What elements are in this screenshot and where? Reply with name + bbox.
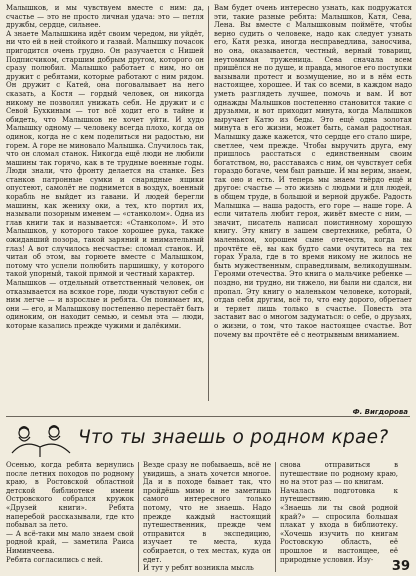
section-column-3: снова отправиться в путешествие по родному краю, но на этот раз — по книгам. Началась подготовка к путешествию. «Знаешь ли ты свой родной край?» — спросила большая плакат у входа в библиотеку. «Хочешь изучить по книгам Ростовскую область, её прошлое и настоящее, её природные условия. Изу- <box>280 461 398 564</box>
section-column-1: Осенью, когда ребята вернулись после летних походов по родному краю, в Ростовской областной детской библиотеке имени Островского собрался кружок «Друзей книги». Ребята наперебой рассказывали, где кто побывал за лето. — А всё-таки мы мало знаем свой родной край, — заметила Раиса Ниминчеева. Ребята согласились с ней. <box>6 461 134 564</box>
section-column-2: Везде сразу не побываешь, всё не увидишь, а знать хочется многое. Да и в походе бывает так, что пройдёшь мимо и не заметишь самого интересного только потому, что не знаешь. Надо прежде каждый настоящий путешественник, прежде чем отправится в экспедицию, изучает те места, куда собирается, о тех местах, куда он едет. И тут у ребят возникла мысль <box>143 461 271 573</box>
reading-children-illustration <box>10 423 72 463</box>
article-column-1: Малышков, и мы чувствуем вместе с ним: да, счастье — это не просто личная удача: это — петля дружбы, сердце, сильнее. А знаете Малышкина идёт своим чередом, ни уйдёт, ни что ей в ней стойкого и газвай. Малышку почасок пригодится очень грудно. Он разучается с Нишей Подписчиком, старшим добрым другом, которого он сразу полюбил. Малышко работает с ним, но он дружит с ребятами, которые работают с ним рядом. Он дружит с Катей, она поговалывает на него сказать, а Костя — гордый человек, он никогда никому не позволял унижать себя. Не дружит и с Севой Бухкиным — тот всё ходит его в тайне и обидеть, что Малышков не хочет уйти. И худо Малышку одному — человеку всегда плохо, когда он одинок, когда не с кем поделиться ни радостью, ни горем. А горе не миновало Малышка. Случилось так, что он сломал станок. Никогда ещё люди не любили машины так горячо, как в те трудные военные годы. Люди знали, что фронту делается на станке. Без станков патронные сумки и снарядные ящики опустеют, самолёт не поднимется в воздух, военный корабль не выйдет из гавани. И людей берегли машины, как жениху оки, а тех, кто портил их, называли позорным именем — «станколом». Одна из глав книги так и называется: «Станколом». И это Малышков, у которого такое хорошее рука, также ожидавший позора, такой заряний и внимательный глаз! А вот случилось несчастье: сломал станок. И, читая об этом, вы горюете вместе с Малышком, потому что успели полюбить паршишку, у которого такой упорный, такой прямой и честный характер. Малышков — отдельный ответственный человек, он отказывается на всякое горе, люди чувствуют себя с ним легче — и взрослые и ребята. Он понимает их, они — его, и Малышкову постепенно перестаёт быть одиноким, он находит семью, и семья эта — люди, которые казались прежде чужими и далёкими. <box>6 4 204 330</box>
author-signature: Ф. Вигдорова <box>352 408 408 416</box>
section-title: Что ты знаешь о родном крае? <box>78 427 389 448</box>
column-divider <box>275 462 276 572</box>
column-divider <box>208 6 209 401</box>
section-header <box>6 416 410 461</box>
column-divider <box>138 462 139 572</box>
page-number: 39 <box>391 559 410 574</box>
article-column-2: Вам будет очень интересно узнать, как подружатся эти, такие разные ребята: Малышков, Катя, Сева, Лена. Вы вместе с Малышковым поймёте, чтобы верно судить о человеке, надо как следует узнать его, Катя резка, иногда несправедлива, заносчива, но она, оказывается, честный, верный товарищ, неутомимая труженица. Сева сначала всем пришёлся не по душе, и правда, многое его поступки вызывали протест и возмущение, но и в нём есть настоящее, хорошее. И так со всеми, в каждом надо уметь разглядеть лучшее, помочь и вам. И вот однажды Малышков постепенно становится такие с друзьями, и вот приходит минута, когда Малышков выручает Катю из беды. Это ещё одна золотая минута в его жизни, может быть, самая радостная. Малышку даже кажется, что сердце его стало шире, светлее, чем прежде. Чтобы выручить друга, ему пришлось расстаться с единственным своим богатством, но, расставаясь с ним, он чувствует себя гораздо богаче, чем был раньше. И мы верим, знаем, так оно и есть. И теперь мы знаем твёрдо ещё и другое: счастье — это жизнь с людьми и для людей, в общем труде, в большой и верной дружбе. Радость Малышка — наша радость, его горе — наше горе. А если читатель любит героя, живёт вместе с ним, — значит, писатель написал поистинному хорошую книгу. Эту книгу в зашем свертехнике, ребята, О маленьком, хорошем сыне отечеств, когда вы прочтёте её, вы как будто сами очутитесь на тех горах Урала, где в то время никому не жилось не быть мужественным, справедливым, великодушным. Героями отечества. Это книга о мальчике ребенке — поздно, ни трудно, ни тяжело, ни были ни сдался, ни пропал. Эту книгу о маленьком человеке, который, отдав себя другим, всё то, что ему дорого, обретает и теряет лишь только в счастье. Повесть эта заставит вас о многом задуматься: о себе, о друзьях, о жизни, о том, что такое настоящее счастье. Вот почему вы прочтёте её с неотрывным вниманием. <box>214 4 412 339</box>
